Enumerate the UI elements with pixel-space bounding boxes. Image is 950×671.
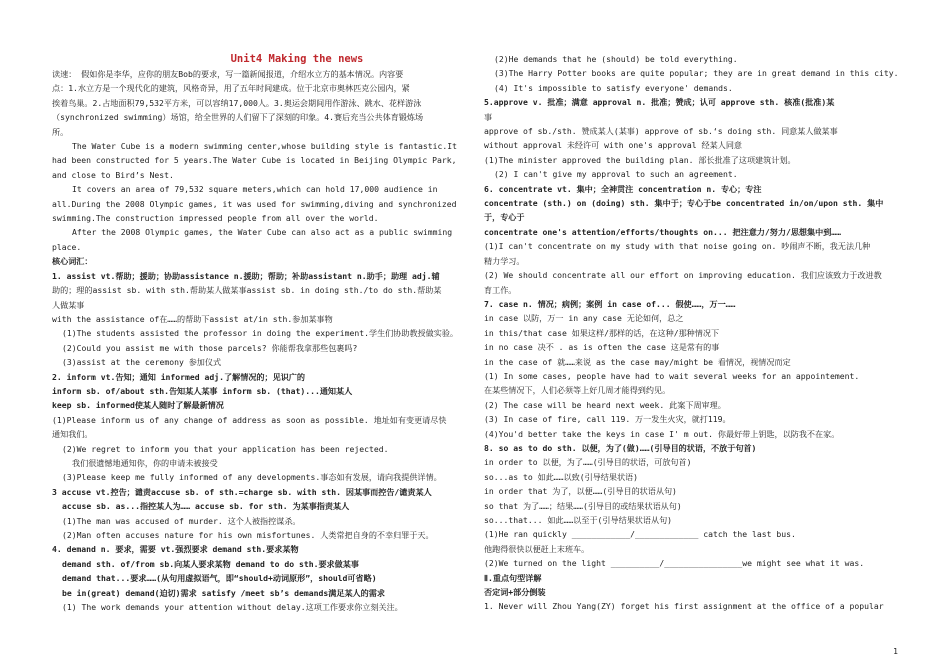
left-text-line: (3)assist at the ceremony 参加仪式 [62,357,222,368]
left-text-line: （synchronized swimming）场馆，给全世界的人们留下了深刻的印象。4.赛后充当公共体育锻炼场 [52,112,424,123]
left-text-line: demand that...要求……(从句用虚拟语气，即“should+动词原形”，should可省略) [62,573,377,584]
left-text-line: 通知我们。 [52,429,93,440]
right-text-line: in order to 以便，为了……(引导目的状语，可放句首) [484,457,692,468]
page-number: 1 [893,647,898,656]
right-text-line: 5.approve v. 批准；满意 approval n. 批准；赞成；认可 approve sth. 核准(批准)某 [484,97,835,108]
left-text-line: 点：1.水立方是一个现代化的建筑，风格奇异，用了五年时间建成。位于北京市奥林匹克公园内，紧 [52,83,410,94]
left-text-line: 助的；理的assist sb. with sth.帮助某人做某事assist sb. in doing sth./to do sth.帮助某 [52,285,442,296]
right-text-line: (2) I can't give my approval to such an agreement. [494,169,738,180]
right-text-line: in order that 为了，以便……(引导目的状语从句) [484,486,677,497]
right-text-line: so...that... 如此……以至于(引导结果状语从句) [484,515,673,525]
right-text-line: Ⅱ.重点句型详解 [484,572,542,583]
right-text-line: (1) In some cases, people have had to wait several weeks for an appointement. [484,370,860,381]
right-text-line: (2) The case will be heard next week. 此案下周审理。 [484,399,726,410]
right-text-line: 1. Never will Zhou Yang(ZY) forget his first assignment at the office of a popular [484,601,884,612]
right-text-line: (1)The minister approved the building plan. 部长批准了这项建筑计划。 [484,154,796,165]
right-text-line: (3)The Harry Potter books are quite popular; they are in great demand in this city. [494,68,899,79]
right-text-line: in case 以防，万一 in any case 无论如何，总之 [484,313,684,324]
right-text-line: (2)We turned on the light __________/________________we might see what it was. [484,558,865,569]
left-text-line: be in(great) demand(迫切)需求 satisfy /meet sb’s demands满足某人的需求 [62,587,385,598]
unit-title: Unit4 Making the news [230,53,364,65]
right-text-line: (3) In case of fire, call 119. 万一发生火灾，就打119。 [484,414,731,425]
left-text-line: with the assistance of在……的帮助下assist at/in sth.参加某事物 [52,313,333,324]
left-text-line: 读速： 假如你是李华，应你的朋友Bob的要求，写一篇新闻报道，介绍水立方的基本情况。内容要 [52,69,404,79]
left-text-line: 挨着鸟巢。2.占地面积79,532平方米，可以容纳17,000人。3.奥运会期间用作游泳、跳水、花样游泳 [52,97,422,108]
left-text-line: 核心词汇： [52,256,93,267]
left-text-line: (1)The man was accused of murder. 这个人被指控谋杀。 [62,515,301,526]
right-text-line: concentrate one's attention/efforts/thoughts on... 把注意力/努力/思想集中到…… [484,226,842,237]
left-text-line: (2)Could you assist me with those parcels? 你能帮我拿那些包裹吗? [62,342,358,353]
left-text-line: inform sb. of/about sth.告知某人某事 inform sb. (that)...通知某人 [52,385,353,396]
right-text-line: in this/that case 如果这样/那样的话，在这种/那种情况下 [484,327,720,338]
left-text-line: 1. assist vt.帮助；援助；协助assistance n.援助；帮助；补助assistant n.助手；助理 adj.辅 [52,270,440,281]
left-text-line: 人做某事 [52,299,85,310]
right-column [484,52,900,614]
right-text-line: (4)You'd better take the keys in case I' m out. 你最好带上钥匙，以防我不在家。 [484,428,840,439]
right-text-line: (1)He ran quickly ____________/_____________ catch the last bus. [484,529,796,540]
left-text-line: (3)Please keep me fully informed of any developments.事态如有发展，请向我提供详情。 [62,472,442,483]
left-text-line: (1) The work demands your attention without delay.这项工作要求你立刻关注。 [62,602,403,613]
right-text-line: 7. case n. 情况；病例；案例 in case of... 假使……，万一…… [484,298,736,309]
left-text-line: The Water Cube is a modern swimming center,whose building style is fantastic.It [72,141,457,152]
right-text-line: concentrate (sth.) on (doing) sth. 集中于；专心于be concentrated in/on/upon sth. 集中 [484,198,884,209]
left-text-line: accuse sb. as...指控某人为…… accuse sb. for sth. 为某事指责某人 [62,501,350,512]
right-text-line: 精力学习。 [484,255,525,266]
left-text-line: 4. demand n. 要求，需要 vt.强烈要求 demand sth.要求某物 [52,544,299,555]
left-text-line: 3 accuse vt.控告；谴责accuse sb. of sth.=charge sb. with sth. 因某事而控告/谴责某人 [52,486,432,497]
left-text-line: (1)The students assisted the professor in doing the experiment.学生们协助教授做实验。 [62,328,459,339]
left-text-line: 2. inform vt.告知；通知 informed adj.了解情况的；见识广的 [52,371,305,382]
left-text-line: swimming.The construction impressed people from all over the world. [52,213,379,224]
left-text-line: demand sth. of/from sb.向某人要求某物 demand to do sth.要求做某事 [62,558,359,569]
left-text-line: (2)Man often accuses nature for his own misfortunes. 人类常把自身的不幸归罪于天。 [62,530,434,540]
right-text-line: (2)He demands that he (should) be told everything. [494,54,738,64]
left-lines [52,67,496,614]
right-text-line: (2) We should concentrate all our effort on improving education. 我们应该致力于改进教 [484,270,882,281]
left-text-line: place. [52,241,82,252]
right-text-line: 事 [484,111,493,122]
right-text-line: 他跑得很快以便赶上末班车。 [484,543,590,554]
right-text-line: 8. so as to do sth. 以便，为了(做)……(引导目的状语，不放于句首) [484,442,757,453]
left-text-line: (2)We regret to inform you that your application has been rejected. [62,443,389,454]
right-text-line: 育工作。 [484,284,517,295]
right-text-line: 于，专心于 [484,212,525,223]
right-text-line: 否定词+部分倒装 [484,587,546,598]
right-text-line: in the case of 就……来说 as the case may/might be 看情况，视情况而定 [484,356,791,367]
right-text-line: (1)I can't concentrate on my study with that noise going on. 吵闹声不断，我无法几种 [484,241,871,252]
left-column [52,52,496,614]
right-text-line: 在某些情况下，人们必须等上好几周才能得到约见。 [484,385,671,396]
right-text-line: without approval 未经许可 with one's approval 经某人同意 [484,140,743,151]
left-text-line: It covers an area of 79,532 square meters,which can hold 17,000 audience in [72,184,438,195]
left-text-line: After the 2008 Olympic games, the Water Cube can also act as a public swimming [72,227,453,238]
left-text-line: 所。 [52,126,69,137]
right-lines [484,52,900,614]
left-text-line: (1)Please inform us of any change of address as soon as possible. 地址如有变更请尽快 [52,414,447,425]
left-text-line: had been constructed for 5 years.The Water Cube is located in Beijing Olympic Park, [52,155,457,166]
right-text-line: so...as to 如此……以致(引导结果状语) [484,471,639,482]
left-text-line: and close to Bird’s Nest. [52,169,174,180]
right-text-line: 6. concentrate vt. 集中；全神贯注 concentration n. 专心；专注 [484,183,762,194]
right-text-line: in no case 决不 . as is often the case 这是常有的事 [484,342,720,353]
right-text-line: so that 为了……；结果……(引导目的或结果状语从句) [484,500,682,511]
right-text-line: (4) It's impossible to satisfy everyone' demands. [494,82,733,93]
left-text-line: keep sb. informed使某人随时了解最新情况 [52,400,224,411]
left-text-line: all.During the 2008 Olympic games, it was used for swimming,diving and synchronized [52,198,457,209]
left-text-line: 我们很遗憾地通知你，你的申请未被接受 [72,457,218,468]
right-text-line: approve of sb./sth. 赞成某人(某事) approve of sb.‘s doing sth. 同意某人做某事 [484,126,838,137]
